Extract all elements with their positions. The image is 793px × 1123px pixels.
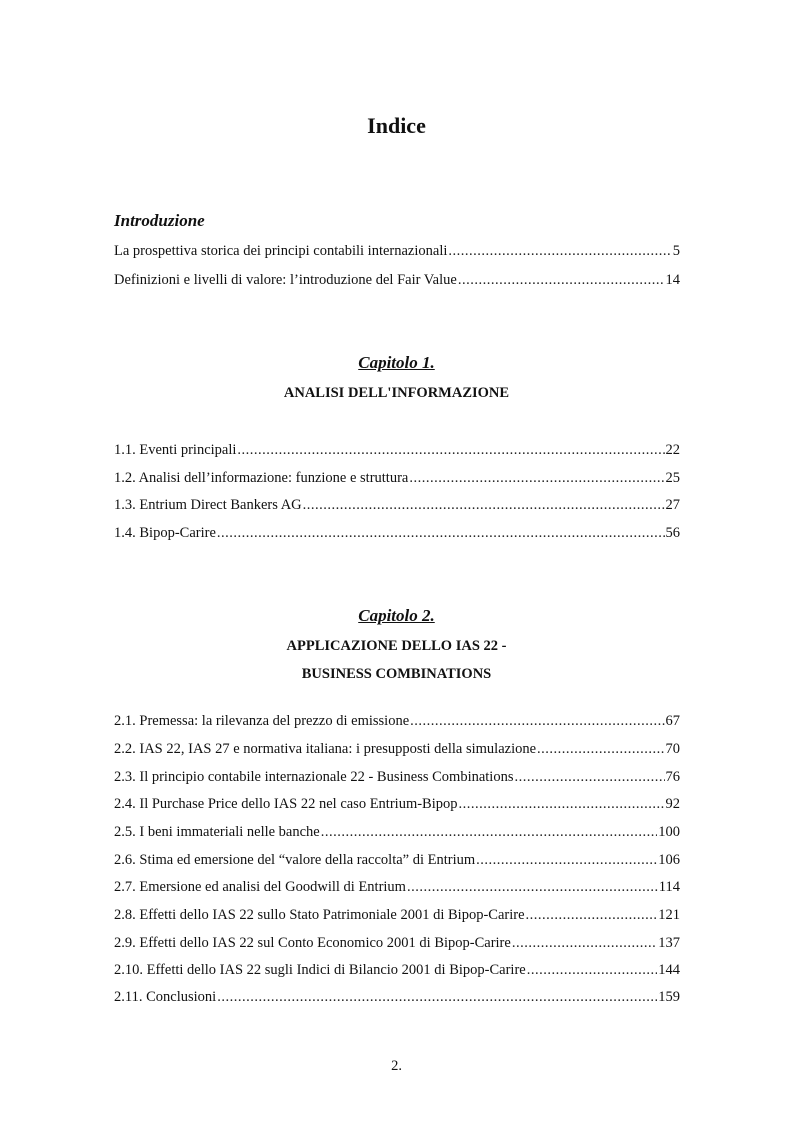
toc-entry-text: La prospettiva storica dei principi contabili internazionali	[114, 243, 448, 259]
toc-entry-text: 1.2. Analisi dell’informazione: funzione e struttura	[114, 470, 409, 486]
chapter-1-subtitle: ANALISI DELL'INFORMAZIONE	[283, 385, 510, 401]
toc-dot-leader	[526, 905, 658, 925]
toc-dot-leader	[303, 495, 665, 515]
toc-dot-leader	[476, 850, 657, 870]
toc-entry	[114, 468, 680, 488]
toc-dot-leader	[410, 711, 664, 731]
toc-entry-text: 2.9. Effetti dello IAS 22 sul Conto Economico 2001 di Bipop-Carire	[114, 935, 511, 951]
chapter-2-subtitle-line-1: APPLICAZIONE DELLO IAS 22 -	[286, 638, 507, 654]
toc-dot-leader	[458, 270, 665, 290]
toc-entry-text: Definizioni e livelli di valore: l’introduzione del Fair Value	[114, 272, 457, 288]
toc-entry-text: 1.3. Entrium Direct Bankers AG	[114, 497, 302, 513]
chapter-2-subtitle-line-2: BUSINESS COMBINATIONS	[301, 666, 492, 682]
toc-entry	[114, 877, 680, 897]
toc-entry-page: 14	[665, 272, 680, 288]
toc-entry	[114, 495, 680, 515]
toc-entry-text: 2.10. Effetti dello IAS 22 sugli Indici di Bilancio 2001 di Bipop-Carire	[114, 962, 526, 978]
toc-entry-text: 2.6. Stima ed emersione del “valore della raccolta” di Entrium	[114, 852, 476, 868]
toc-entry	[114, 241, 680, 261]
toc-entry-page: 100	[658, 824, 680, 840]
page-title: Indice	[367, 113, 426, 138]
toc-entry-page: 25	[665, 470, 680, 486]
toc-entry-text: 2.4. Il Purchase Price dello IAS 22 nel caso Entrium-Bipop	[114, 796, 458, 812]
toc-entry-page: 76	[665, 769, 680, 785]
toc-dot-leader	[448, 241, 671, 261]
toc-entry	[114, 739, 680, 759]
toc-entry-text: 2.1. Premessa: la rilevanza del prezzo di emissione	[114, 713, 410, 729]
toc-entry-text: 1.4. Bipop-Carire	[114, 525, 216, 541]
toc-entry-page: 137	[658, 935, 680, 951]
toc-entry	[114, 905, 680, 925]
toc-entry-text: 2.5. I beni immateriali nelle banche	[114, 824, 320, 840]
toc-entry-page: 114	[658, 879, 680, 895]
toc-entry-page: 144	[658, 962, 680, 978]
toc-entry	[114, 794, 680, 814]
toc-entry	[114, 711, 680, 731]
toc-entry	[114, 933, 680, 953]
toc-entry-page: 27	[665, 497, 680, 513]
toc-entry	[114, 822, 680, 842]
toc-entry	[114, 850, 680, 870]
toc-dot-leader	[527, 960, 658, 980]
toc-entry-page: 106	[658, 852, 680, 868]
introduction-heading: Introduzione	[114, 211, 205, 230]
toc-entry	[114, 767, 680, 787]
toc-dot-leader	[537, 739, 664, 759]
toc-entry-page: 5	[672, 243, 680, 259]
toc-dot-leader	[321, 822, 658, 842]
toc-entry	[114, 523, 680, 543]
toc-entry-text: 2.2. IAS 22, IAS 27 e normativa italiana: i presupposti della simulazione	[114, 741, 537, 757]
toc-entry-text: 2.3. Il principio contabile internazionale 22 - Business Combinations	[114, 769, 514, 785]
toc-dot-leader	[514, 767, 664, 787]
chapter-2-title: Capitolo 2.	[358, 606, 435, 625]
toc-entry-page: 92	[665, 796, 680, 812]
toc-entry-page: 159	[658, 989, 680, 1005]
toc-entry	[114, 960, 680, 980]
toc-entry-text: 1.1. Eventi principali	[114, 442, 237, 458]
toc-dot-leader	[217, 987, 657, 1007]
toc-entry	[114, 270, 680, 290]
toc-entry	[114, 987, 680, 1007]
toc-dot-leader	[407, 877, 658, 897]
toc-entry-page: 22	[665, 442, 680, 458]
toc-entry-page: 67	[665, 713, 680, 729]
toc-dot-leader	[217, 523, 665, 543]
toc-entry	[114, 440, 680, 460]
toc-dot-leader	[409, 468, 664, 488]
page-number: 2.	[391, 1058, 402, 1074]
toc-entry-text: 2.7. Emersione ed analisi del Goodwill di Entrium	[114, 879, 406, 895]
toc-entry-page: 56	[665, 525, 680, 541]
toc-dot-leader	[237, 440, 664, 460]
toc-dot-leader	[459, 794, 665, 814]
chapter-1-title: Capitolo 1.	[358, 353, 435, 372]
toc-entry-page: 70	[665, 741, 680, 757]
toc-entry-text: 2.8. Effetti dello IAS 22 sullo Stato Patrimoniale 2001 di Bipop-Carire	[114, 907, 525, 923]
toc-entry-text: 2.11. Conclusioni	[114, 989, 217, 1005]
toc-dot-leader	[512, 933, 657, 953]
toc-entry-page: 121	[658, 907, 680, 923]
